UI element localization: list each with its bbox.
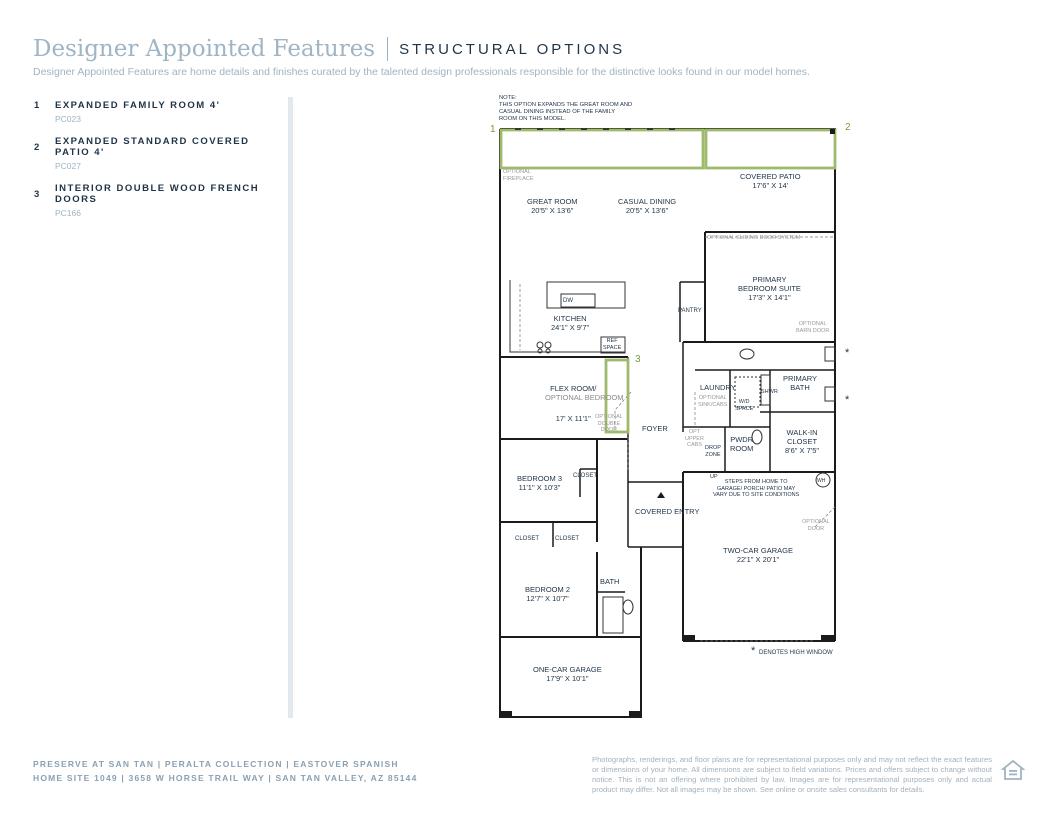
room-walk-in-closet <box>785 428 819 455</box>
room-dim: 17'3" X 14'1" <box>748 293 791 302</box>
room-name: FLEX ROOM/ <box>550 384 597 393</box>
high-window-star: * <box>845 394 850 406</box>
steps-note: STEPS FROM HOME TO GARAGE/ PORCH/ PATIO MAY VARY DUE TO SITE CONDITIONS <box>713 479 800 498</box>
room-dim: 20'5" X 13'6" <box>625 206 669 215</box>
room-dim: 24'1" X 9'7" <box>551 323 590 332</box>
option-code: PC166 <box>55 208 81 218</box>
room-name: PRIMARY BEDROOM SUITE <box>738 275 801 293</box>
floor-plan <box>485 92 860 722</box>
page-subtitle: STRUCTURAL OPTIONS <box>399 40 626 58</box>
label-dishwasher: DW <box>563 298 573 304</box>
room-dim: 8'6" X 7'5" <box>785 446 820 455</box>
plan-note-text: NOTE: THIS OPTION EXPANDS THE GREAT ROOM AND CASUAL DINING INSTEAD OF THE FAMILY ROOM ON THIS MODEL. <box>499 95 633 122</box>
options-list <box>33 100 273 230</box>
option-code: PC027 <box>55 161 81 171</box>
section-divider <box>288 97 293 718</box>
label-bath: BATH <box>600 577 620 586</box>
label-closet: CLOSET <box>573 473 598 479</box>
label-laundry: LAUNDRY <box>700 383 736 392</box>
header-divider <box>387 37 388 61</box>
room-dim: 17'6" X 14' <box>752 181 789 190</box>
room-name: BEDROOM 2 <box>525 585 571 594</box>
room-alt-name: OPTIONAL BEDROOM <box>545 393 624 402</box>
option-title: EXPANDED STANDARD COVERED PATIO 4' <box>55 136 250 158</box>
room-great-room <box>527 197 578 215</box>
label-primary-bath: PRIMARY BATH <box>783 374 818 392</box>
room-bedroom-2 <box>525 585 570 603</box>
high-window-star: * <box>845 347 850 359</box>
option-code: PC023 <box>55 114 81 124</box>
label-powder-room: PWDR ROOM <box>730 435 754 453</box>
footer-address: HOME SITE 1049 | 3658 W HORSE TRAIL WAY | SAN TAN VALLEY, AZ 85144 <box>33 773 418 783</box>
optional-door-note: OPTIONAL DOOR <box>802 519 830 532</box>
label-closet: CLOSET <box>515 536 540 542</box>
label-covered-entry: COVERED ENTRY <box>635 507 700 516</box>
footer-community: PRESERVE AT SAN TAN | PERALTA COLLECTION | EASTOVER SPANISH <box>33 759 399 769</box>
option-title: EXPANDED FAMILY ROOM 4' <box>55 100 221 111</box>
room-bedroom-3 <box>517 474 562 492</box>
option-marker-3: 3 <box>635 354 641 365</box>
high-window-star: * <box>751 645 756 657</box>
room-one-car-garage <box>533 665 602 683</box>
label-drop-zone: DROP ZONE <box>705 445 721 458</box>
label-shower: SHWR <box>761 389 778 395</box>
option-marker-1: 1 <box>490 124 496 135</box>
optional-fireplace-note: OPTIONAL FIREPLACE <box>503 169 534 182</box>
sliding-door-note: OPTIONAL SLIDING DOOR SYSTEM <box>707 235 801 241</box>
barn-door-note: OPTIONAL BARN DOOR <box>796 321 830 334</box>
page-header <box>33 32 625 66</box>
label-pantry: PANTRY <box>678 308 702 314</box>
label-wd-space: W/D SPACE <box>735 399 754 412</box>
label-ref-space: REF SPACE <box>603 338 622 351</box>
double-door-note: OPTIONAL DOUBLE DOOR <box>595 414 623 433</box>
sink-cabs-note: OPTIONAL SINK/CABS <box>698 395 728 408</box>
option-item <box>33 100 273 124</box>
room-name: BEDROOM 3 <box>517 474 563 483</box>
room-dim: 17' X 11'1" <box>555 414 591 423</box>
room-primary-suite <box>738 275 801 302</box>
option-number: 1 <box>34 100 40 111</box>
page-title: Designer Appointed Features <box>33 36 376 62</box>
option-item <box>33 136 273 171</box>
room-name: CASUAL DINING <box>618 197 677 206</box>
room-kitchen <box>551 314 589 332</box>
room-name: KITCHEN <box>553 314 587 323</box>
room-casual-dining <box>618 197 676 215</box>
room-two-car-garage <box>723 546 793 564</box>
page-description: Designer Appointed Features are home details and finishes curated by the talented design professionals responsible for the distinctive looks found in our model homes. <box>33 66 810 78</box>
footer-disclaimer: Photographs, renderings, and floor plans are for representational purposes only and may not reflect the exact features or dimensions of your home. All dimensions are subject to field variations. Prices and offers subject to change without notice. This is not an offering where prohibited by law. Images are for representational purposes only and actual product may differ. Not all images may be shown. See online or onsite sales consultants for details. <box>592 755 992 794</box>
label-water-heater: WH <box>817 478 826 484</box>
room-dim: 12'7" X 10'7" <box>526 594 569 603</box>
equal-housing-opportunity-icon <box>1001 759 1025 783</box>
option-marker-2: 2 <box>845 122 851 133</box>
room-dim: 17'9" X 10'1" <box>546 674 589 683</box>
room-name: WALK-IN CLOSET <box>786 428 818 446</box>
room-name: GREAT ROOM <box>527 197 578 206</box>
high-window-note: DENOTES HIGH WINDOW <box>759 650 833 656</box>
room-dim: 11'1" X 10'3" <box>518 483 561 492</box>
room-name: COVERED PATIO <box>740 172 801 181</box>
room-dim: 22'1" X 20'1" <box>736 555 780 564</box>
upper-cabs-note: OPT UPPER CABS <box>685 429 704 448</box>
option-title: INTERIOR DOUBLE WOOD FRENCH DOORS <box>55 183 260 205</box>
room-name: ONE-CAR GARAGE <box>533 665 602 674</box>
plan-note <box>499 95 632 123</box>
label-foyer: FOYER <box>642 424 668 433</box>
option-item <box>33 183 273 218</box>
label-up: UP <box>710 474 718 480</box>
room-dim: 20'5" X 13'6" <box>531 206 574 215</box>
label-closet: CLOSET <box>555 536 580 542</box>
option-number: 2 <box>34 142 40 153</box>
option-number: 3 <box>34 189 40 200</box>
room-name: TWO-CAR GARAGE <box>723 546 794 555</box>
room-covered-patio <box>740 172 801 190</box>
